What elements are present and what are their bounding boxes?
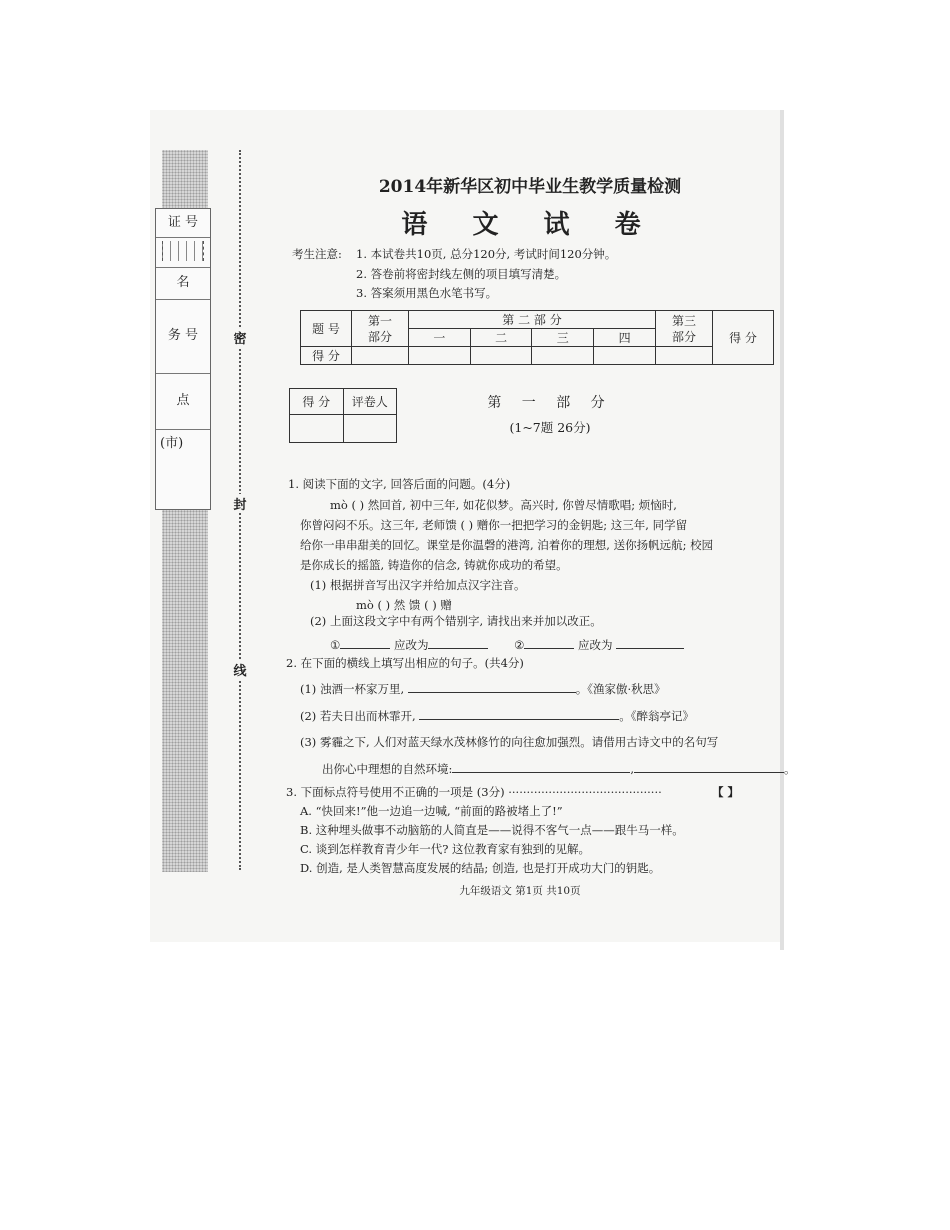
exam-subtitle: 语 文 试 卷 [401, 210, 659, 240]
q2-line [300, 680, 666, 697]
score-table-col: 二 [470, 329, 532, 347]
q2-source: 。《渔家傲·秋思》 [575, 682, 666, 696]
q3-answer-bracket[interactable]: 【 】 [712, 785, 740, 799]
q2-punct: , [630, 762, 635, 776]
binding-field-city: (市) [160, 436, 184, 451]
answer-blank[interactable] [419, 707, 619, 720]
answer-blank[interactable] [452, 760, 630, 773]
binding-field-id: 证 号 [156, 209, 210, 238]
q2-stem: 2. 在下面的横线上填写出相应的句子。(共4分) [286, 656, 524, 670]
q2-line: (3) 雾霾之下, 人们对蓝天绿水茂林修竹的向往愈加强烈。请借用古诗文中的名句写 [300, 735, 719, 749]
score-table-col: 四 [594, 329, 656, 347]
q3-option-b: B. 这种埋头做事不动脑筋的人简直是——说得不客气一点——跟牛马一样。 [300, 823, 684, 837]
score-table-part2: 第 二 部 分 [409, 311, 656, 329]
answer-blank[interactable] [408, 680, 576, 693]
answer-blank[interactable] [340, 636, 390, 649]
q2-prompt: (1) 浊酒一杯家万里, [300, 682, 405, 696]
q1-passage-line: mò ( ) 然回首, 初中三年, 如花似梦。高兴时, 你曾尽情歌唱; 烦恼时, [330, 498, 677, 512]
score-table-col: 一 [409, 329, 471, 347]
q1-passage-line: 给你一串串甜美的回忆。课堂是你温磬的港湾, 泊着你的理想, 送你扬帆远航; 校园 [300, 538, 714, 552]
grader-score-label: 得 分 [290, 389, 344, 415]
notes-item: 1. 本试卷共10页, 总分120分, 考试时间120分钟。 [356, 247, 617, 261]
score-table-part3: 第三 部分 [656, 311, 713, 347]
q1-stem: 1. 阅读下面的文字, 回答后面的问题。(4分) [288, 477, 511, 491]
binding-field-number: 务 号 [156, 299, 210, 374]
q3-option-a: A. “快回来!”他一边追一边喊, “前面的路被堵上了!” [300, 804, 563, 818]
score-table-row-label: 得 分 [301, 347, 352, 365]
section-subtitle: (1~7题 26分) [509, 420, 591, 435]
binding-field-name: 名 [156, 267, 210, 300]
notes-label: 考生注意: [292, 247, 342, 261]
score-table [300, 310, 774, 365]
q1-sub2-label: 应改为 [393, 638, 429, 652]
q3-option-d: D. 创造, 是人类智慧高度发展的结晶; 创造, 也是打开成功大门的钥匙。 [300, 861, 661, 875]
q1-passage-line: 是你成长的摇篮, 铸造你的信念, 铸就你成功的希望。 [300, 558, 568, 572]
grader-score-cell [290, 415, 344, 443]
q3-option-c: C. 谈到怎样教育青少年一代? 这位教育家有独到的见解。 [300, 842, 591, 856]
page-edge [780, 110, 784, 950]
grader-table [289, 388, 397, 443]
answer-blank[interactable] [428, 636, 488, 649]
score-table-col: 三 [532, 329, 594, 347]
score-cell [532, 347, 594, 365]
q2-prompt: (2) 若夫日出而林霏开, [300, 709, 416, 723]
q2-prompt: 出你心中理想的自然环境: [322, 762, 453, 776]
seal-char: 线 [231, 660, 249, 679]
seal-char: 封 [231, 494, 249, 513]
page-footer: 九年级语文 第1页 共10页 [459, 885, 581, 897]
q3-stem: 3. 下面标点符号使用不正确的一项是 (3分) ·········································· [286, 785, 662, 799]
score-table-total: 得 分 [713, 311, 774, 365]
binding-field-site: 点 [156, 373, 210, 430]
section-title: 第 一 部 分 [487, 395, 613, 411]
seal-char: 密 [231, 328, 249, 347]
score-cell [409, 347, 471, 365]
q2-line [322, 760, 796, 777]
exam-title: 2014年新华区初中毕业生教学质量检测 [378, 177, 682, 197]
score-cell [352, 347, 409, 365]
q1-sub2-label: 应改为 [578, 638, 613, 652]
binding-info-box [155, 208, 211, 510]
answer-blank[interactable] [616, 636, 684, 649]
answer-blank[interactable] [634, 760, 784, 773]
q1-sub1-line: mò ( ) 然 馈 ( ) 赠 [356, 598, 452, 612]
score-cell [470, 347, 532, 365]
q1-sub2-answer [330, 636, 684, 653]
grader-name-cell [343, 415, 397, 443]
score-table-row-label: 题 号 [301, 311, 352, 347]
q2-punct: 。 [784, 762, 796, 776]
notes-item: 2. 答卷前将密封线左侧的项目填写清楚。 [356, 267, 567, 281]
q2-line [300, 707, 694, 724]
notes-item: 3. 答案须用黑色水笔书写。 [356, 286, 498, 300]
q1-sub2-num: ② [514, 638, 525, 652]
score-table-part1: 第一 部分 [352, 311, 409, 347]
q2-source: 。《醉翁亭记》 [619, 709, 695, 723]
binding-id-boxes [156, 237, 210, 268]
score-cell [594, 347, 656, 365]
q1-sub2-num: ① [330, 638, 341, 652]
score-cell [656, 347, 713, 365]
grader-name-label: 评卷人 [343, 389, 397, 415]
answer-blank[interactable] [524, 636, 574, 649]
q1-sub2: (2) 上面这段文字中有两个错别字, 请找出来并加以改正。 [310, 614, 602, 628]
q1-sub1: (1) 根据拼音写出汉字并给加点汉字注音。 [310, 578, 526, 592]
q1-passage-line: 你曾闷闷不乐。这三年, 老师馈 ( ) 赠你一把把学习的金钥匙; 这三年, 同学留 [300, 518, 688, 532]
